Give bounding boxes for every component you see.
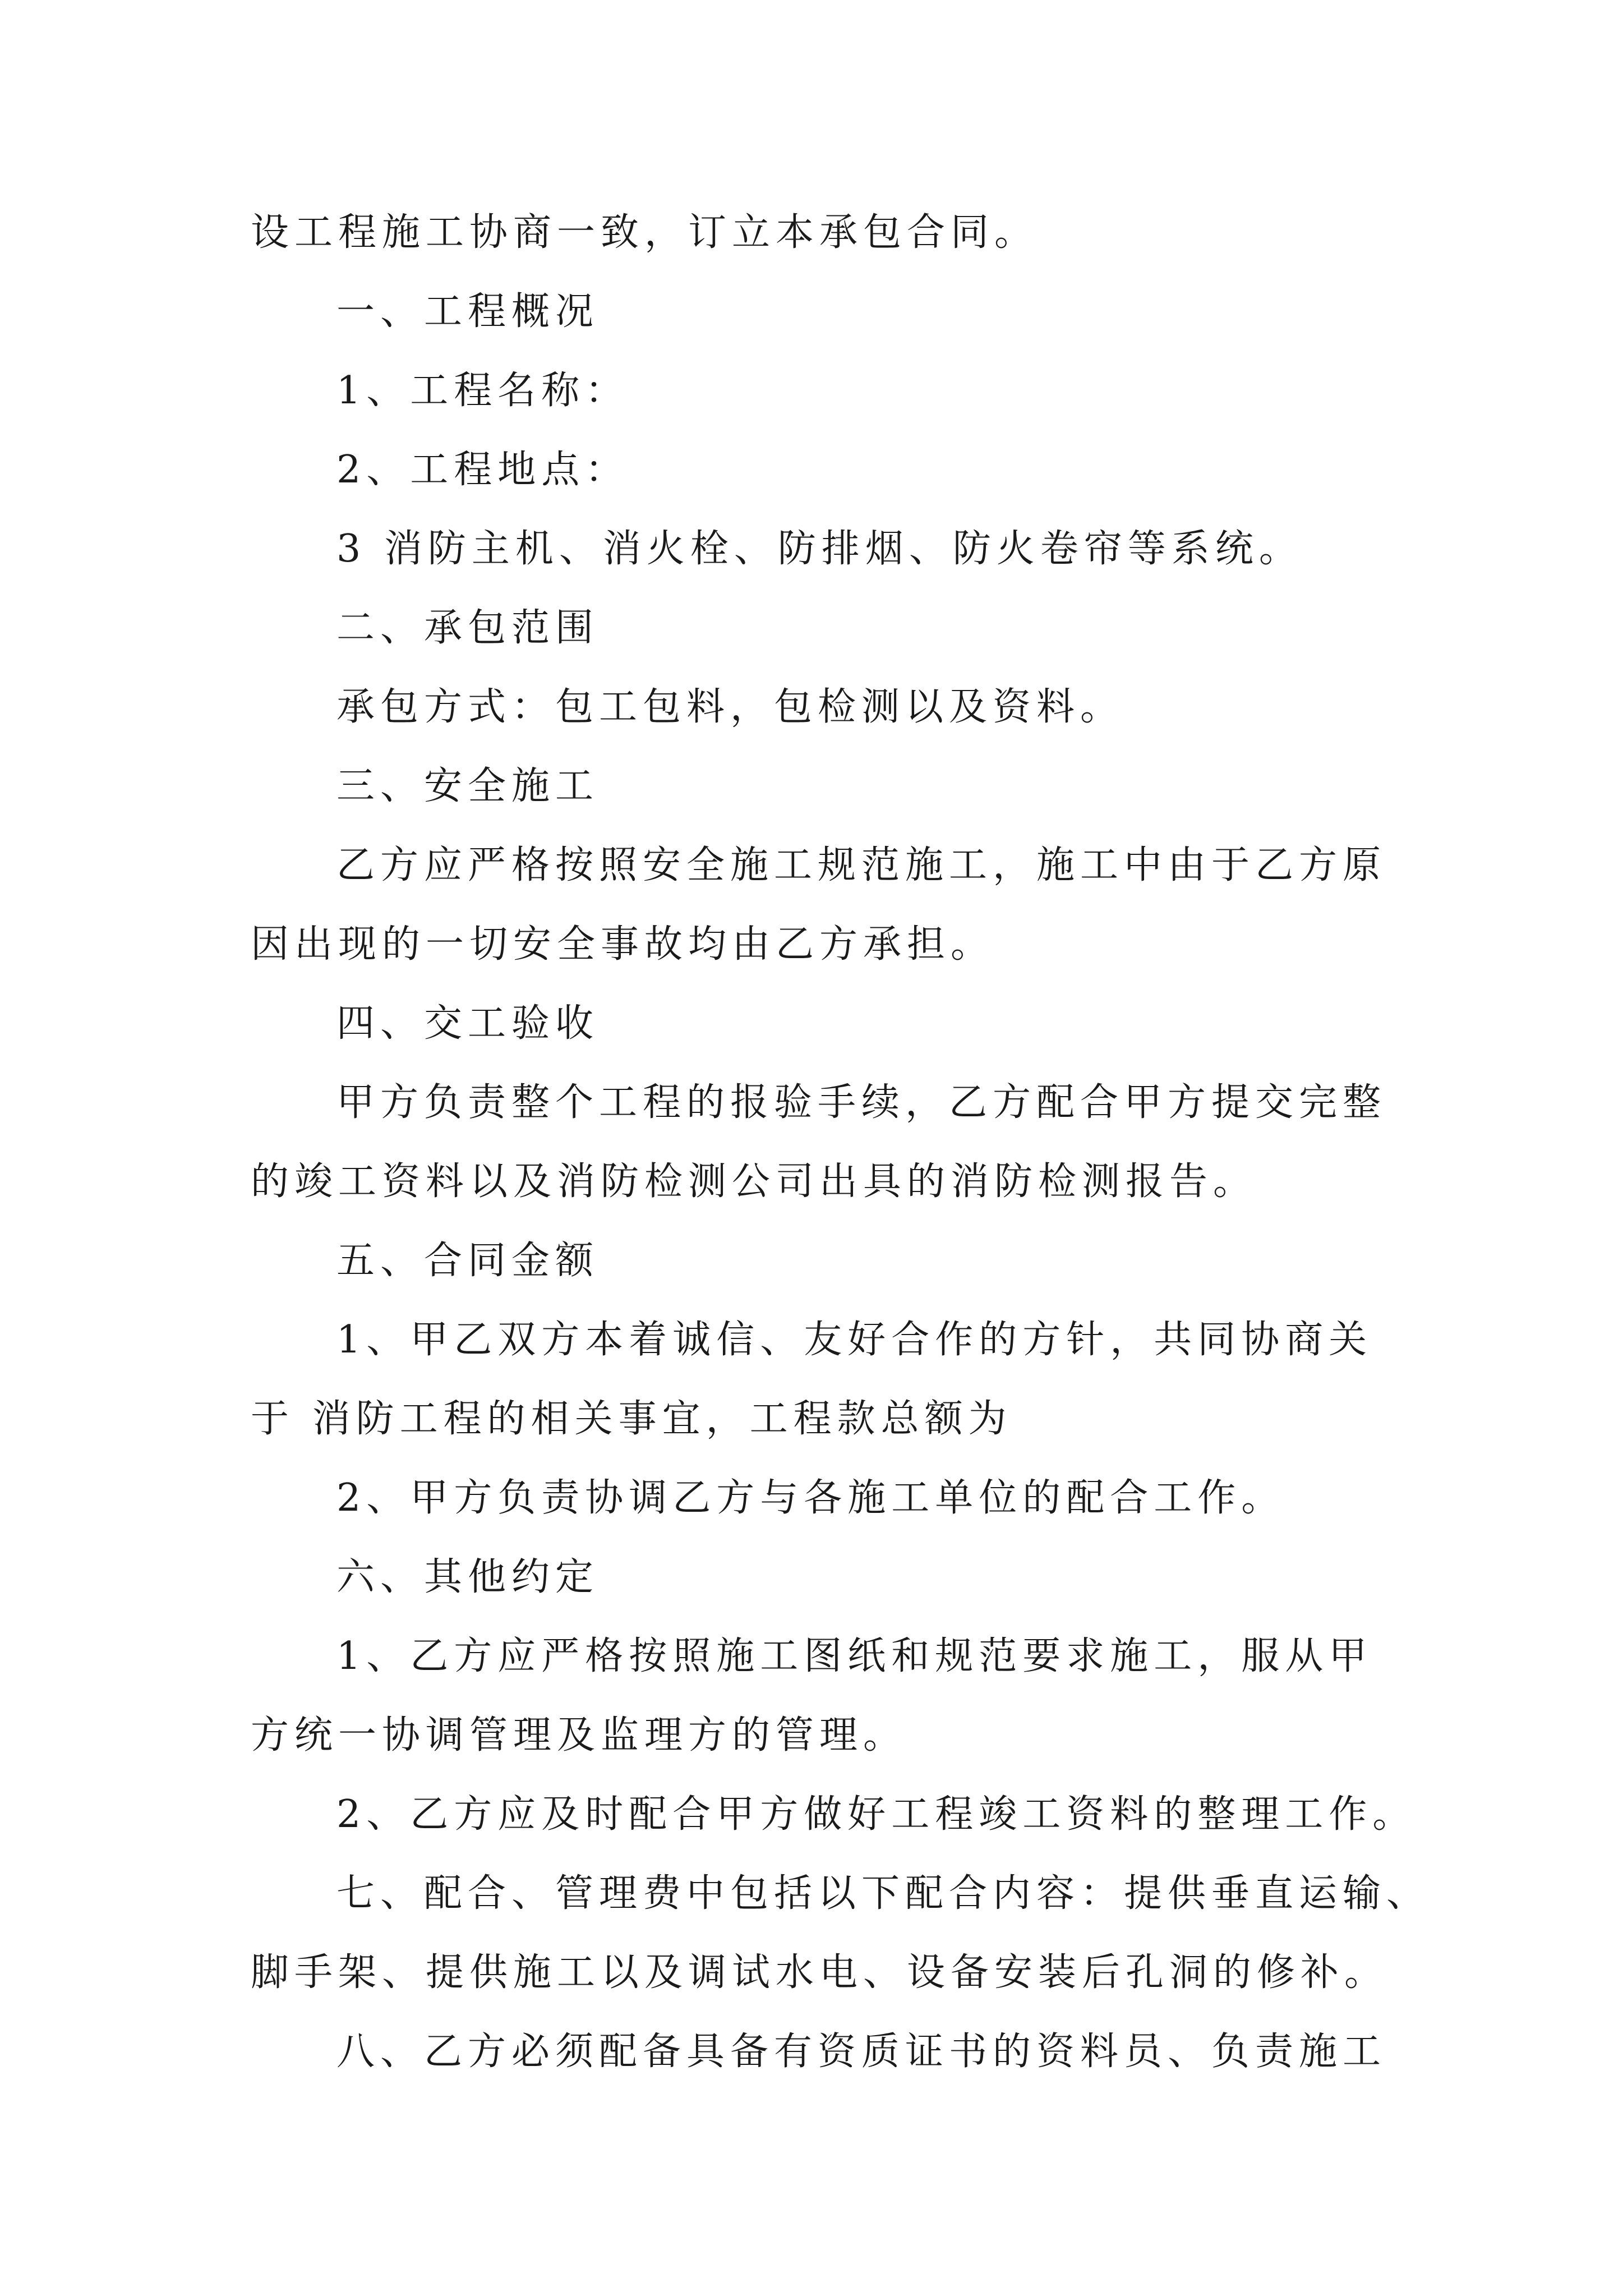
text-line: 2、工程地点： [336,448,629,492]
text-line-continuation: 设工程施工协商一致，订立本承包合同。 [251,210,1039,255]
section-heading-8: 八、乙方必须配备具备有资质证书的资料员、负责施工 [336,2030,1387,2074]
text-line-continuation: 于 消防工程的相关事宜，工程款总额为 [251,1397,1012,1441]
text-line: 1、甲乙双方本着诚信、友好合作的方针，共同协商关 [336,1318,1373,1362]
text-line: 3 消防主机、消火栓、防排烟、防火卷帘等系统。 [336,527,1303,571]
text-line: 甲方负责整个工程的报验手续，乙方配合甲方提交完整 [336,1080,1387,1125]
section-heading-6: 六、其他约定 [336,1555,600,1599]
text-line: 乙方应严格按照安全施工规范施工，施工中由于乙方原 [336,843,1387,887]
section-heading-2: 二、承包范围 [336,606,600,650]
text-line-continuation: 的竣工资料以及消防检测公司出具的消防检测报告。 [251,1159,1257,1204]
section-heading-5: 五、合同金额 [336,1239,600,1283]
text-line-continuation: 方统一协调管理及监理方的管理。 [251,1713,907,1757]
text-line: 1、乙方应严格按照施工图纸和规范要求施工，服从甲 [336,1634,1373,1678]
section-heading-7: 七、配合、管理费中包括以下配合内容：提供垂直运输、 [336,1871,1431,1916]
section-heading-1: 一、工程概况 [336,289,600,334]
text-line: 承包方式：包工包料，包检测以及资料。 [336,685,1124,729]
text-line: 1、工程名称： [336,369,629,413]
text-line: 2、乙方应及时配合甲方做好工程竣工资料的整理工作。 [336,1792,1417,1837]
text-line-continuation: 因出现的一切安全事故均由乙方承担。 [251,922,995,967]
section-heading-4: 四、交工验收 [336,1001,600,1046]
section-heading-3: 三、安全施工 [336,764,600,808]
text-line-continuation: 脚手架、提供施工以及调试水电、设备安装后孔洞的修补。 [251,1950,1389,1995]
text-line: 2、甲方负责协调乙方与各施工单位的配合工作。 [336,1476,1285,1520]
